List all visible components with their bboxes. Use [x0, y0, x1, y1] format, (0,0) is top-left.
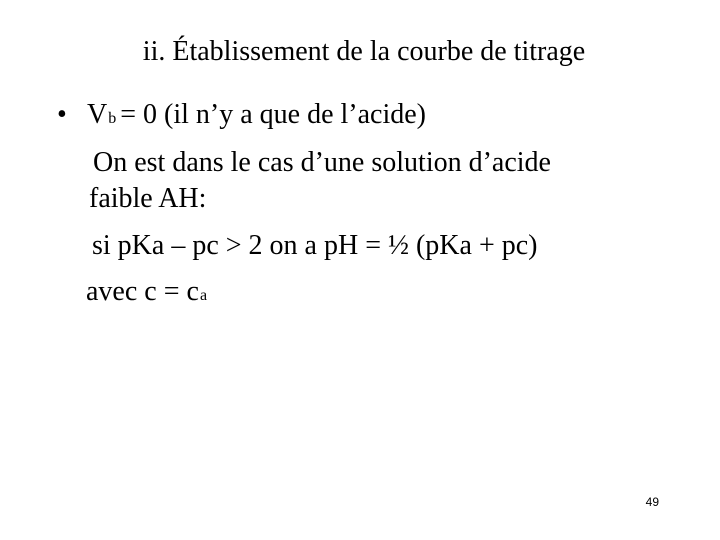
subscript-a: a [199, 287, 208, 304]
bullet-text: = 0 (il n’y a que de l’acide) [120, 99, 427, 130]
text-line-solution: On est dans le cas d’une solution d’acide [93, 147, 551, 178]
text-line-faible: faible AH: [89, 183, 207, 214]
text-line-avec [86, 275, 207, 313]
avec-text: avec c = c [86, 276, 199, 307]
variable-subscript-b: b [108, 110, 117, 127]
page-number: 49 [645, 495, 659, 509]
bullet-line [57, 98, 426, 136]
bullet-icon: • [57, 99, 67, 130]
variable-v: V [87, 99, 108, 130]
slide-title: ii. Établissement de la courbe de titrage [142, 36, 586, 67]
text-line-condition: si pKa – pc > 2 on a pH = ½ (pKa + pc) [92, 230, 538, 261]
